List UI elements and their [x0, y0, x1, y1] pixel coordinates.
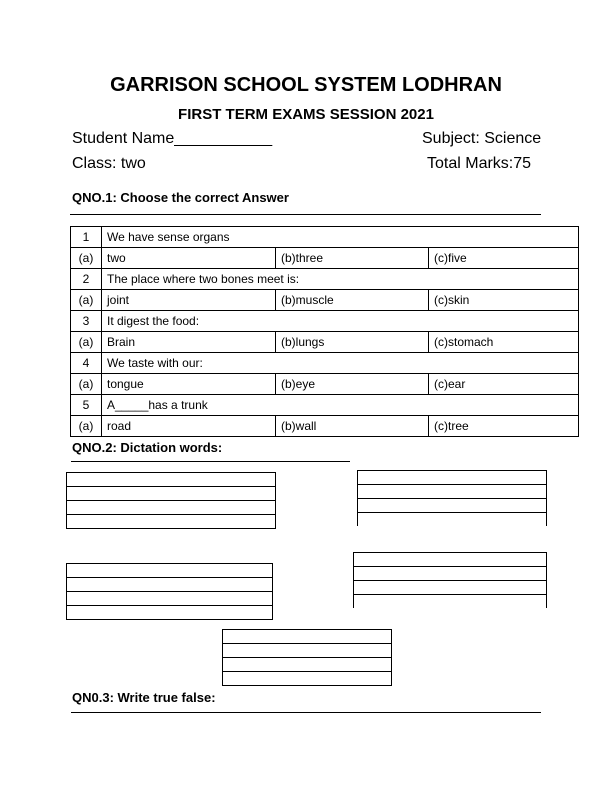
dictation-box: [66, 563, 273, 620]
question-number: 1: [71, 227, 102, 248]
q1-heading: QNO.1: Choose the correct Answer: [72, 190, 289, 205]
divider: [71, 712, 541, 713]
option-c: (c)skin: [429, 290, 579, 311]
option-a: road: [102, 416, 276, 437]
option-a: Brain: [102, 332, 276, 353]
student-name-field: Student Name___________: [72, 130, 273, 147]
option-a: joint: [102, 290, 276, 311]
dictation-box: [222, 629, 392, 686]
option-b: (b)eye: [276, 374, 429, 395]
options-row: [71, 332, 579, 353]
option-c: (c)stomach: [429, 332, 579, 353]
option-label: (a): [71, 374, 102, 395]
question-row: [71, 353, 579, 374]
option-c: (c)five: [429, 248, 579, 269]
subject: Subject: Science: [422, 130, 542, 147]
exam-title: FIRST TERM EXAMS SESSION 2021: [178, 106, 434, 123]
options-row: [71, 374, 579, 395]
option-c: (c)ear: [429, 374, 579, 395]
q2-heading: QNO.2: Dictation words:: [72, 440, 223, 455]
option-label: (a): [71, 248, 102, 269]
question-row: [71, 311, 579, 332]
question-row: [71, 269, 579, 290]
question-row: [71, 395, 579, 416]
option-c: (c)tree: [429, 416, 579, 437]
option-b: (b)three: [276, 248, 429, 269]
options-row: [71, 416, 579, 437]
question-text: It digest the food:: [102, 311, 579, 332]
school-name: GARRISON SCHOOL SYSTEM LODHRAN: [110, 74, 502, 96]
question-text: The place where two bones meet is:: [102, 269, 579, 290]
dictation-box: [357, 470, 547, 526]
option-b: (b)wall: [276, 416, 429, 437]
options-row: [71, 290, 579, 311]
question-number: 3: [71, 311, 102, 332]
q3-heading: QN0.3: Write true false:: [72, 690, 216, 705]
question-number: 2: [71, 269, 102, 290]
dictation-box: [66, 472, 276, 529]
question-text: A_____has a trunk: [102, 395, 579, 416]
option-label: (a): [71, 290, 102, 311]
question-number: 5: [71, 395, 102, 416]
class: Class: two: [72, 155, 146, 172]
dictation-box: [353, 552, 547, 608]
option-a: tongue: [102, 374, 276, 395]
total-marks: Total Marks:75: [427, 155, 532, 172]
options-row: [71, 248, 579, 269]
question-number: 4: [71, 353, 102, 374]
option-label: (a): [71, 416, 102, 437]
question-text: We taste with our:: [102, 353, 579, 374]
option-a: two: [102, 248, 276, 269]
option-b: (b)lungs: [276, 332, 429, 353]
divider: [70, 214, 541, 215]
option-label: (a): [71, 332, 102, 353]
option-b: (b)muscle: [276, 290, 429, 311]
mcq-table: [70, 226, 579, 437]
question-row: [71, 227, 579, 248]
divider: [71, 461, 350, 462]
question-text: We have sense organs: [102, 227, 579, 248]
